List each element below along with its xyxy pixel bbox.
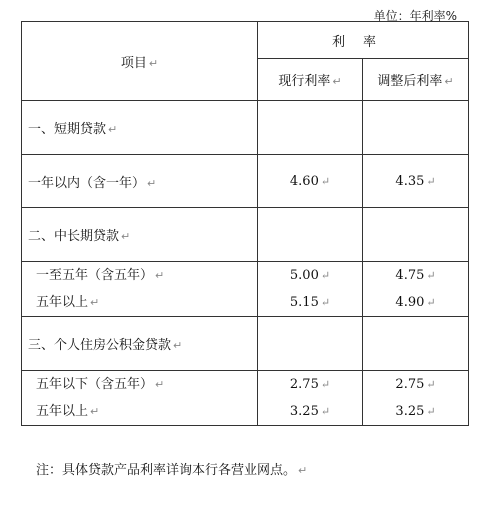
rate-value: 2.75 (289, 377, 319, 392)
header-current-cell: 现行利率 ↵ (258, 59, 363, 101)
row-short-1-adjusted: 4.35 ↵ (363, 155, 469, 208)
header-item-label: 项目 (120, 55, 147, 71)
rows-midlong-label-cell: 一至五年（含五年） ↵ 五年以上 ↵ (22, 262, 258, 317)
header-adjusted-label: 调整后利率 (377, 74, 443, 89)
section-midlong-adjusted-empty (363, 208, 469, 262)
row-label: 一年以内（含一年） (28, 175, 146, 191)
section-midlong-current-empty (258, 208, 363, 262)
rows-housing-label-cell: 五年以下（含五年） ↵ 五年以上 ↵ (22, 371, 258, 426)
section-housing-adjusted-empty (363, 317, 469, 371)
section-housing-title: 三、个人住房公积金贷款 (28, 338, 172, 353)
section-short-title-cell: 一、短期贷款 ↵ (22, 101, 258, 155)
section-short-title: 一、短期贷款 (28, 122, 107, 137)
rate-value: 3.25 (395, 404, 425, 419)
rate-value: 5.15 (289, 295, 319, 310)
section-housing-current-empty (258, 317, 363, 371)
rows-housing-current-cell: 2.75 ↵ 3.25 ↵ (258, 371, 363, 426)
section-housing-title-cell: 三、个人住房公积金贷款 ↵ (22, 317, 258, 371)
section-short-current-empty (258, 101, 363, 155)
footnote: 注：具体贷款产品利率详询本行各营业网点。 ↵ (36, 463, 308, 478)
unit-label: 单位：年利率% (373, 9, 457, 23)
section-midlong-title: 二、中长期贷款 (28, 229, 120, 244)
rate-value: 4.90 (395, 295, 425, 310)
header-rate-label: 利率 (332, 34, 395, 50)
rows-housing-adjusted-cell: 2.75 ↵ 3.25 ↵ (363, 371, 469, 426)
rows-midlong-adjusted-cell: 4.75 ↵ 4.90 ↵ (363, 262, 469, 317)
footnote-text: 注：具体贷款产品利率详询本行各营业网点。 (36, 463, 297, 478)
row-label: 五年以上 (36, 295, 89, 310)
rate-value: 3.25 (289, 404, 319, 419)
rate-value: 4.75 (395, 268, 425, 283)
rate-value: 4.60 (289, 173, 319, 189)
header-item-cell: 项目 ↵ (22, 22, 258, 101)
header-current-label: 现行利率 (278, 74, 331, 89)
loan-rate-table (21, 21, 469, 426)
row-short-1-label-cell: 一年以内（含一年） ↵ (22, 155, 258, 208)
row-label: 五年以下（含五年） (36, 377, 154, 392)
row-label: 一至五年（含五年） (36, 268, 154, 283)
header-adjusted-cell: 调整后利率 ↵ (363, 59, 469, 101)
rate-value: 5.00 (289, 268, 319, 283)
rate-value: 2.75 (395, 377, 425, 392)
row-label: 五年以上 (36, 404, 89, 419)
rows-midlong-current-cell: 5.00 ↵ 5.15 ↵ (258, 262, 363, 317)
section-short-adjusted-empty (363, 101, 469, 155)
section-midlong-title-cell: 二、中长期贷款 ↵ (22, 208, 258, 262)
row-short-1-current: 4.60 ↵ (258, 155, 363, 208)
rate-value: 4.35 (395, 173, 425, 189)
header-rate-cell (258, 22, 469, 59)
